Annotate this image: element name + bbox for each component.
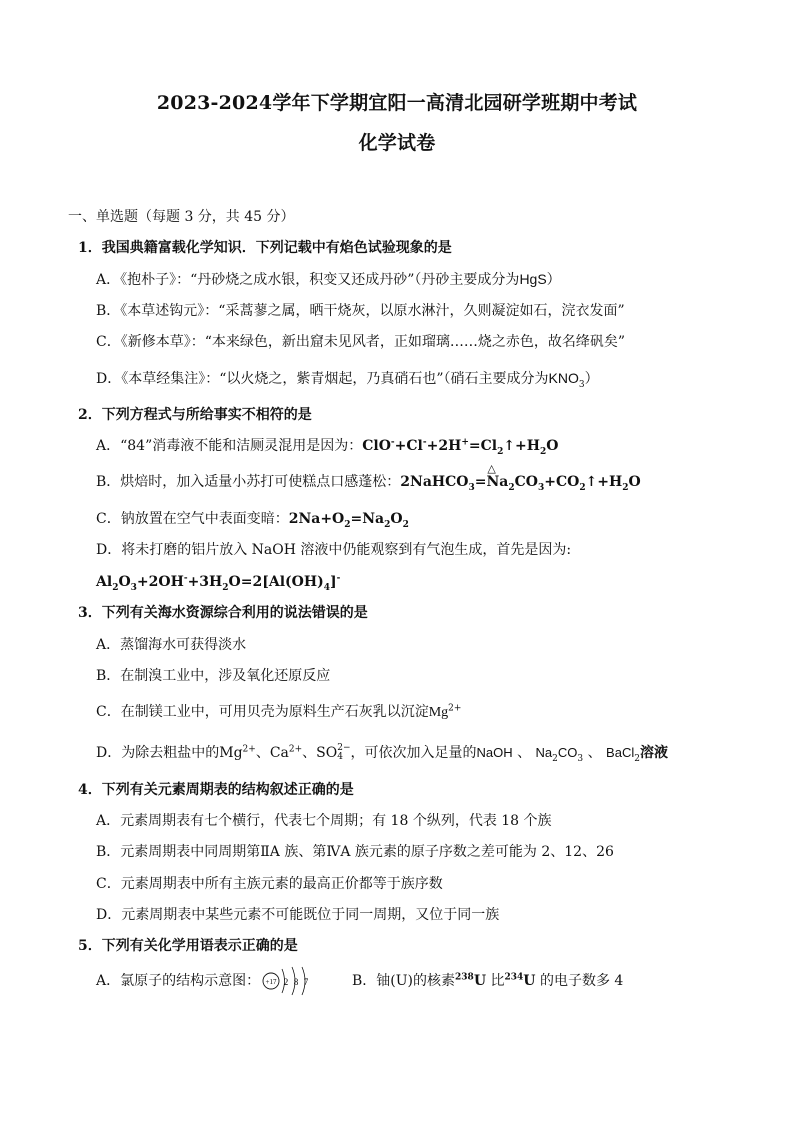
q2-c-text: C．钠放置在空气中表面变暗： bbox=[96, 511, 289, 527]
atom-nucleus-charge: +17 bbox=[265, 978, 277, 986]
exam-subtitle: 化学试卷 bbox=[358, 132, 436, 154]
q1-a-close: ） bbox=[546, 272, 561, 288]
q1-d-close: ） bbox=[584, 371, 599, 387]
atom-shell-1: 2 bbox=[283, 977, 289, 987]
q1-a-formula: HgS bbox=[519, 271, 547, 287]
q4-option-d: D．元素周期表中某些元素不可能既位于同一周期，又位于同一族 bbox=[96, 907, 500, 923]
q2-stem: 2．下列方程式与所给事实不相符的是 bbox=[78, 407, 312, 423]
q1-option-b: B．《本草述钩元》：“采蒿蓼之属，晒干烧灰，以原水淋汁，久则凝淀如石，浣衣发面” bbox=[96, 303, 625, 319]
q4-option-a: A．元素周期表有七个横行，代表七个周期；有 18 个纵列，代表 18 个族 bbox=[96, 813, 552, 829]
q4-stem: 4．下列有关元素周期表的结构叙述正确的是 bbox=[78, 782, 354, 798]
q4-option-b: B．元素周期表中同周期第ⅡA 族、第ⅣA 族元素的原子序数之差可能为 2、12、26 bbox=[96, 844, 614, 860]
q1-stem: 1．我国典籍富载化学知识．下列记载中有焰色试验现象的是 bbox=[78, 240, 452, 256]
q2-a-equation: $ClO^-+Cl^-+2H^+=Cl_2↑+H_2O$ bbox=[362, 437, 559, 457]
q2-b-text: B．烘焙时，加入适量小苏打可使糕点口感蓬松： bbox=[96, 474, 401, 490]
q1-d-formula-sub: 3 bbox=[578, 379, 585, 390]
q2-option-c bbox=[96, 510, 409, 528]
q2-option-d: D．将未打磨的铝片放入 NaOH 溶液中仍能观察到有气泡生成，首先是因为: bbox=[96, 542, 572, 558]
section-heading: 一、单选题（每题 3 分，共 45 分） bbox=[68, 209, 295, 225]
heating-sign: △ =Na bbox=[474, 462, 509, 490]
atom-shell-2: 8 bbox=[293, 977, 299, 987]
atom-shell-3: 7 bbox=[303, 977, 309, 987]
q1-option-d bbox=[96, 369, 599, 388]
exam-title: 2023-2024学年下学期宜阳一高清北园研学班期中考试 bbox=[156, 92, 638, 114]
q4-option-c: C．元素周期表中所有主族元素的最高正价都等于族序数 bbox=[96, 876, 443, 892]
q2-option-b bbox=[96, 462, 641, 493]
q2-a-text: A．“84”消毒液不能和洁厕灵混用是因为： bbox=[96, 438, 363, 454]
q3-option-d: D．为除去粗盐中的$Mg^{2+}$、$Ca^{2+}$、SO 2− 4 ，可依次加入足量的NaOH 、 $Na_2CO_3$ 、 BaCl$_2$溶液 bbox=[96, 743, 668, 764]
q5-stem: 5．下列有关化学用语表示正确的是 bbox=[78, 938, 298, 954]
q3-option-c: C．在制镁工业中，可用贝壳为原料生产石灰乳以沉淀$Mg^{2+}$ bbox=[96, 703, 462, 720]
q1-d-text: D．《本草经集注》：“以火烧之，紫青烟起，乃真硝石也”（硝石主要成分为 bbox=[96, 371, 549, 387]
q3-stem: 3．下列有关海水资源综合利用的说法错误的是 bbox=[78, 605, 368, 621]
q1-d-formula: KNO bbox=[548, 370, 579, 386]
q1-option-a bbox=[96, 270, 561, 289]
q5-option-a: A．氯原子的结构示意图： bbox=[96, 973, 261, 989]
q5-option-b: B．铀(U)的核素$^{238}$U 比$^{234}$U 的电子数多 4 bbox=[352, 972, 624, 989]
q3-option-b: B．在制溴工业中，涉及氧化还原反应 bbox=[96, 668, 331, 684]
q2-option-a bbox=[96, 437, 559, 455]
q2-b-equation: 2NaHCO$_3$ △ $=Na_2CO_3+CO_2↑+H_2O$ bbox=[400, 462, 641, 493]
chlorine-atom-diagram bbox=[262, 964, 318, 998]
q2-c-equation: $2Na+O_2=Na_2O_2$ bbox=[288, 511, 409, 530]
q1-a-text: A．《抱朴子》：“丹砂烧之成水银，积变又还成丹砂”（丹砂主要成分为 bbox=[96, 272, 520, 288]
q3-option-a: A．蒸馏海水可获得淡水 bbox=[96, 637, 247, 653]
q1-option-c: C．《新修本草》：“本来绿色，新出窟未见风者，正如瑠璃……烧之赤色，故名绛矾矣” bbox=[96, 334, 626, 350]
q2-d-equation: $Al_2O_3+2OH^-+3H_2O=2[Al(OH)_4]^-$ bbox=[96, 573, 341, 593]
